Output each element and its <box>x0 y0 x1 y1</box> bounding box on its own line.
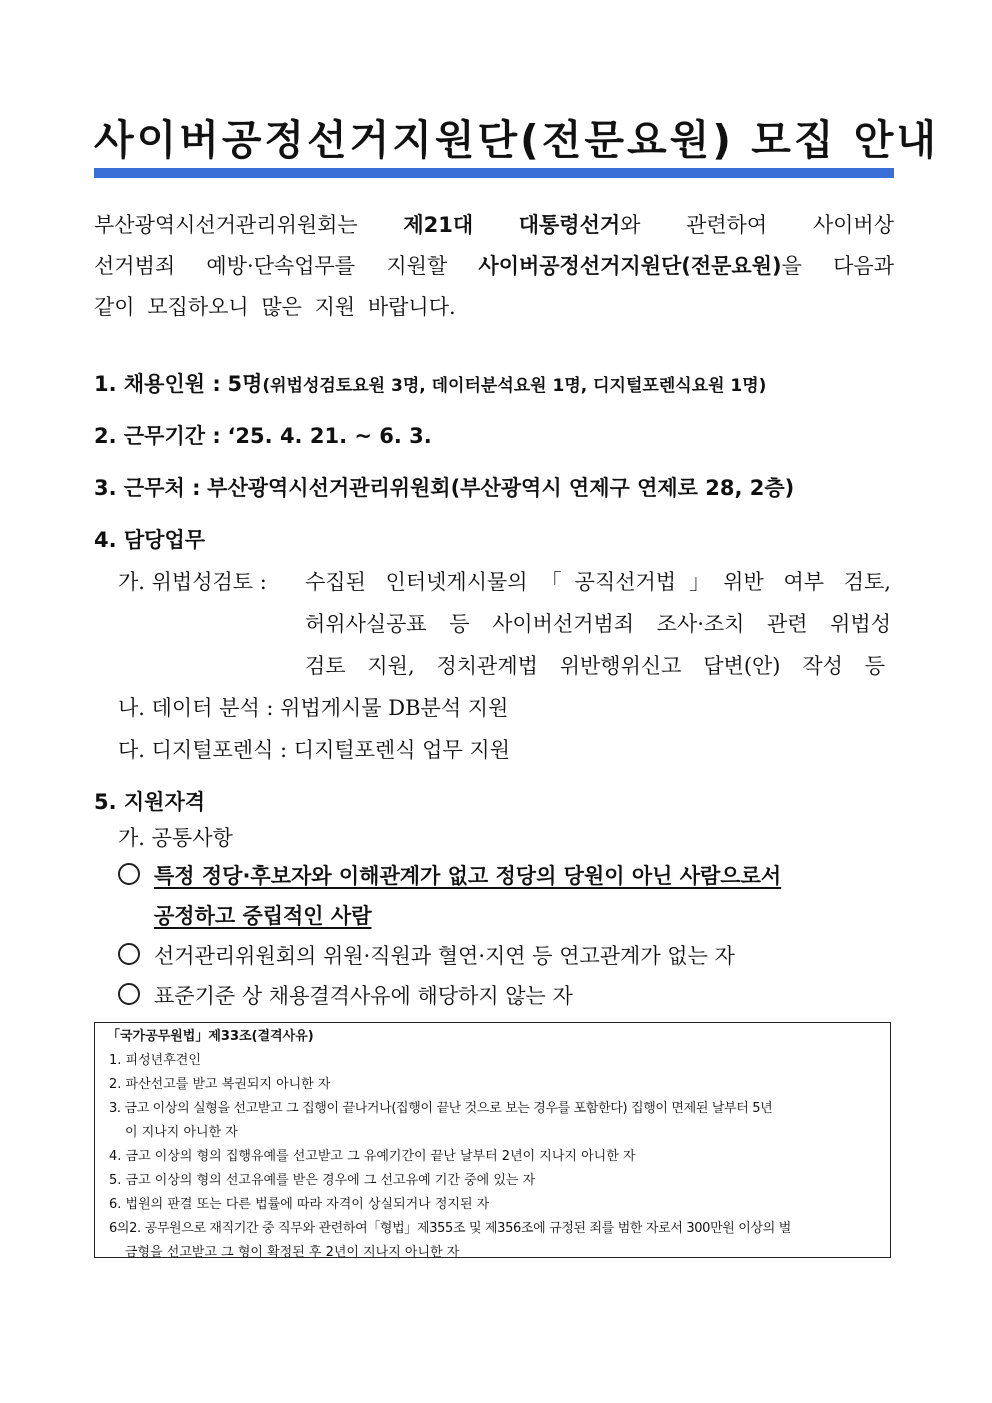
box-item-6-2-cont: 금형을 선고받고 그 형이 확정된 후 2년이 지나지 아니한 자 <box>125 1245 460 1260</box>
box-item-3-cont: 이 지나지 아니한 자 <box>125 1125 238 1140</box>
qual-item-1-text-cont: 공정하고 중립적인 사람 <box>154 904 372 928</box>
intro-text: 관련하여 <box>686 213 768 237</box>
duty-ga-line-3: 검토 지원, 정치관계법 위반행위신고 답변(안) 작성 등 <box>305 654 885 678</box>
intro-election-name: 대통령선거 <box>518 213 621 237</box>
section-1 <box>94 368 766 398</box>
disqualification-box <box>94 1022 891 1258</box>
duty-ga-line-1: 수집된 인터넷게시물의「공직선거법」위반 여부 검토, <box>305 570 891 594</box>
qual-item-2 <box>118 940 735 970</box>
duty-ga-label: 가. 위법성검토 : <box>118 570 267 594</box>
section-3-label: 3. 근무처 : <box>94 476 201 500</box>
intro-election-number: 제21대 <box>403 213 474 237</box>
duty-da: 다. 디지털포렌식 : 디지털포렌식 업무 지원 <box>118 738 510 762</box>
intro-text: 선거범죄 <box>94 254 176 278</box>
qual-item-3-text: 표준기준 상 채용결격사유에 해당하지 않는 자 <box>154 984 573 1008</box>
section-3-value: 부산광역시선거관리위원회(부산광역시 연제구 연제로 28, 2층) <box>207 476 795 500</box>
box-item-1: 1. 피성년후견인 <box>109 1053 201 1068</box>
intro-text: 지원할 <box>386 254 448 278</box>
section-2-value: ‘25. 4. 21. ~ 6. 3. <box>227 424 432 448</box>
title-underline-bar <box>94 168 894 178</box>
section-4-label: 4. 담당업무 <box>94 528 206 552</box>
section-2-label: 2. 근무기간 : <box>94 424 221 448</box>
page-title: 사이버공정선거지원단(전문요원) 모집 안내 <box>94 116 939 164</box>
intro-election <box>519 205 641 246</box>
box-item-2: 2. 파산선고를 받고 복권되지 아니한 자 <box>109 1077 331 1092</box>
intro-text: 을 <box>781 254 802 278</box>
intro-text: 다음과 <box>833 254 894 278</box>
duty-ga-line-2: 허위사실공표 등 사이버선거범죄 조사·조치 관련 위법성 <box>305 612 891 636</box>
circle-bullet-icon <box>118 863 140 885</box>
intro-line-1 <box>94 205 894 246</box>
intro-org-name: 사이버공정선거지원단(전문요원) <box>478 254 782 278</box>
box-item-6-2: 6의2. 공무원으로 재직기간 중 직무와 관련하여「형법」제355조 및 제356조에 규정된 죄를 범한 자로서 300만원 이상의 벌 <box>109 1221 791 1236</box>
section-1-label: 1. 채용인원 : <box>94 372 221 396</box>
section-1-detail: (위법성검토요원 3명, 데이터분석요원 1명, 디지털포렌식요원 1명) <box>262 376 767 396</box>
intro-org <box>478 246 802 287</box>
intro-text: 부산광역시선거관리위원회는 <box>94 213 358 237</box>
section-3 <box>94 472 794 502</box>
box-item-6: 6. 법원의 판결 또는 다른 법률에 따라 자격이 상실되거나 정지된 자 <box>109 1197 490 1212</box>
circle-bullet-icon <box>118 943 140 965</box>
intro-line-2 <box>94 246 894 287</box>
qual-ga: 가. 공통사항 <box>118 826 233 850</box>
section-5-label: 5. 지원자격 <box>94 790 206 814</box>
intro-text: 사이버상 <box>812 213 894 237</box>
intro-text: 예방·단속업무를 <box>206 254 356 278</box>
section-2 <box>94 420 432 450</box>
intro-paragraph <box>94 205 894 328</box>
qual-item-1-cont <box>154 900 371 930</box>
intro-text: 와 <box>620 213 641 237</box>
section-1-value: 5명 <box>227 372 263 396</box>
section-5-heading <box>94 786 205 816</box>
box-item-3: 3. 금고 이상의 실형을 선고받고 그 집행이 끝나거나(집행이 끝난 것으로 보는 경우를 포함한다) 집행이 면제된 날부터 5년 <box>109 1101 773 1116</box>
section-4-heading <box>94 524 205 554</box>
box-item-4: 4. 금고 이상의 형의 집행유예를 선고받고 그 유예기간이 끝난 날부터 2년이 지나지 아니한 자 <box>109 1149 636 1164</box>
circle-bullet-icon <box>118 983 140 1005</box>
qual-item-1-text: 특정 정당·후보자와 이해관계가 없고 정당의 당원이 아닌 사람으로서 <box>154 864 782 888</box>
duty-na: 나. 데이터 분석 : 위법게시물 DB분석 지원 <box>118 696 509 720</box>
box-item-5: 5. 금고 이상의 형의 선고유예를 받은 경우에 그 선고유예 기간 중에 있는 자 <box>109 1173 536 1188</box>
qual-item-3 <box>118 980 573 1010</box>
intro-line-3: 같이 모집하오니 많은 지원 바랍니다. <box>94 295 456 319</box>
box-title: 「국가공무원법」제33조(결격사유) <box>107 1029 314 1044</box>
qual-item-2-text: 선거관리위원회의 위원·직원과 혈연·지연 등 연고관계가 없는 자 <box>154 944 735 968</box>
qual-item-1 <box>118 860 893 890</box>
